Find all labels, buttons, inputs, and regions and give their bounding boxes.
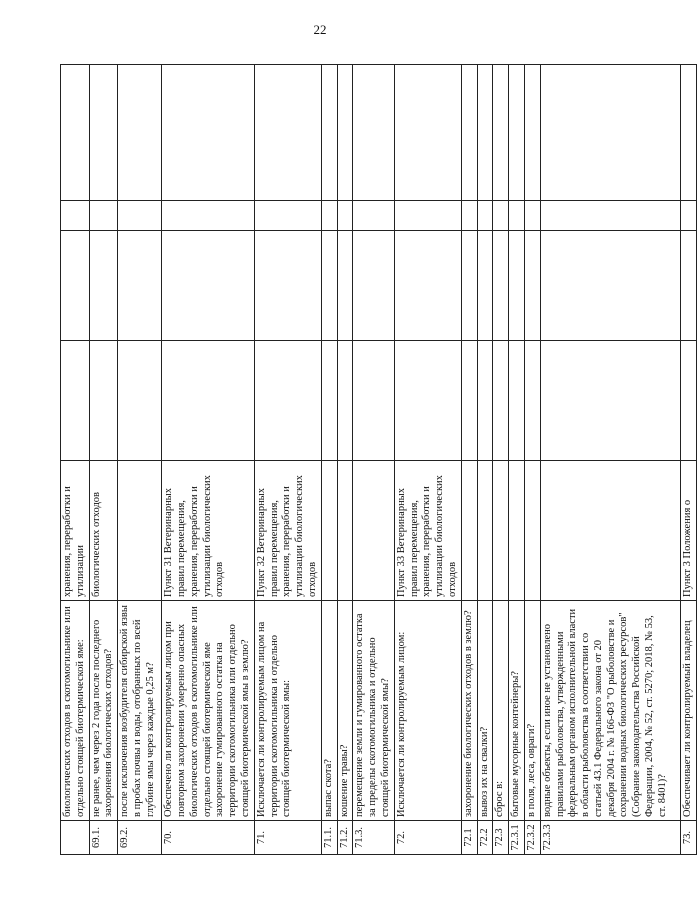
question-cell: перемещение земли и гумированного остатка за пределы скотомогильника и отдельно стоящей биотермической ямы? (353, 601, 394, 821)
table-row (61, 65, 90, 855)
answer-no-cell[interactable] (477, 231, 493, 341)
page-number: 22 (313, 22, 327, 37)
table-row (680, 65, 696, 855)
answer-yes-cell[interactable] (162, 341, 255, 461)
note-cell[interactable] (524, 65, 540, 201)
note-cell[interactable] (477, 65, 493, 201)
answer-yes-cell[interactable] (493, 341, 509, 461)
table-row (461, 65, 477, 855)
reference-cell (118, 461, 162, 601)
answer-na-cell[interactable] (61, 201, 90, 231)
row-number: 70. (162, 821, 255, 855)
answer-no-cell[interactable] (321, 231, 337, 341)
answer-yes-cell[interactable] (353, 341, 394, 461)
reference-cell (524, 461, 540, 601)
row-number: 72.3 (493, 821, 509, 855)
reference-cell (353, 461, 394, 601)
reference-cell: Пункт 31 Ветеринарных правил перемещения, хранения, переработки и утилизации биологических отходов (162, 461, 255, 601)
table-row (254, 65, 321, 855)
question-cell: бытовые мусорные контейнеры? (509, 601, 525, 821)
answer-no-cell[interactable] (61, 231, 90, 341)
answer-yes-cell[interactable] (321, 341, 337, 461)
answer-yes-cell[interactable] (61, 341, 90, 461)
note-cell[interactable] (89, 65, 118, 201)
answer-no-cell[interactable] (461, 231, 477, 341)
row-number: 72.3.2 (524, 821, 540, 855)
answer-no-cell[interactable] (493, 231, 509, 341)
answer-na-cell[interactable] (461, 201, 477, 231)
answer-yes-cell[interactable] (540, 341, 680, 461)
note-cell[interactable] (254, 65, 321, 201)
note-cell[interactable] (493, 65, 509, 201)
answer-yes-cell[interactable] (477, 341, 493, 461)
table-row (540, 65, 680, 855)
answer-yes-cell[interactable] (337, 341, 353, 461)
question-cell: Обеспечивает ли контролируемый владелец (680, 601, 696, 821)
answer-na-cell[interactable] (118, 201, 162, 231)
note-cell[interactable] (461, 65, 477, 201)
reference-cell: Пункт 32 Ветеринарных правил перемещения, хранения, переработки и утилизации биологических отходов (254, 461, 321, 601)
answer-yes-cell[interactable] (680, 341, 696, 461)
note-cell[interactable] (61, 65, 90, 201)
question-cell: Исключается ли контролируемым лицом на территории скотомогильника и отдельно стоящей биотермической ямы: (254, 601, 321, 821)
row-number: 72.3.3 (540, 821, 680, 855)
reference-cell (321, 461, 337, 601)
table-row (89, 65, 118, 855)
row-number: 71.1. (321, 821, 337, 855)
table-row (524, 65, 540, 855)
question-cell: не ранее, чем через 2 года после последнего захоронения биологических отходов? (89, 601, 118, 821)
reference-cell (540, 461, 680, 601)
answer-no-cell[interactable] (509, 231, 525, 341)
table-row (394, 65, 461, 855)
table-row (321, 65, 337, 855)
row-number: 69.1. (89, 821, 118, 855)
answer-na-cell[interactable] (321, 201, 337, 231)
answer-yes-cell[interactable] (118, 341, 162, 461)
question-cell: вывоз их на свалки? (477, 601, 493, 821)
answer-na-cell[interactable] (89, 201, 118, 231)
note-cell[interactable] (321, 65, 337, 201)
answer-na-cell[interactable] (493, 201, 509, 231)
table-row (493, 65, 509, 855)
question-cell: водные объекты, если иное не установлено правилами рыболовства, утвержденными федеральным органом исполнительной власти в области рыболовства в соответствии со статьей 43.1 Федерального закона от 20 декабря 2004 г. № 166-ФЗ "О рыболовстве и сохранении водных биологических ресурсов" (Собрание законодательства Российской Федерации, 2004, № 52, ст. 5270; 2018, № 53, ст. 8401)? (540, 601, 680, 821)
row-number (61, 821, 90, 855)
question-cell: выпас скота? (321, 601, 337, 821)
reference-cell: Пункт 3 Положения о (680, 461, 696, 601)
note-cell[interactable] (509, 65, 525, 201)
answer-na-cell[interactable] (680, 201, 696, 231)
rotated-table-container (60, 65, 693, 855)
note-cell[interactable] (353, 65, 394, 201)
question-cell: Обеспечено ли контролируемым лицом при повторном захоронении умеренно опасных биологических отходов в скотомогильнике или отдельно стоящей биотермической яме захоронение гумированного остатка на территории скотомогильника или отдельно стоящей биотермической ямы в землю? (162, 601, 255, 821)
reference-cell (509, 461, 525, 601)
table-row (118, 65, 162, 855)
reference-cell: хранения, переработки и утилизации (61, 461, 90, 601)
row-number: 71.3. (353, 821, 394, 855)
note-cell[interactable] (118, 65, 162, 201)
reference-cell (493, 461, 509, 601)
row-number: 71. (254, 821, 321, 855)
question-cell: Исключается ли контролируемым лицом: (394, 601, 461, 821)
answer-no-cell[interactable] (394, 231, 461, 341)
answer-na-cell[interactable] (540, 201, 680, 231)
answer-no-cell[interactable] (337, 231, 353, 341)
question-cell: в поля, леса, овраги? (524, 601, 540, 821)
answer-na-cell[interactable] (477, 201, 493, 231)
answer-na-cell[interactable] (254, 201, 321, 231)
answer-na-cell[interactable] (162, 201, 255, 231)
answer-na-cell[interactable] (524, 201, 540, 231)
table-row (477, 65, 493, 855)
table-row (353, 65, 394, 855)
reference-cell: биологических отходов (89, 461, 118, 601)
question-cell: после исключения возбудителя сибирской язвы в пробах почвы и воды, отобранных по всей глубине ямы через каждые 0,25 м? (118, 601, 162, 821)
question-cell: биологических отходов в скотомогильнике или отдельно стоящей биотермической яме: (61, 601, 90, 821)
table-row (337, 65, 353, 855)
note-cell[interactable] (394, 65, 461, 201)
table-row (509, 65, 525, 855)
reference-cell: Пункт 33 Ветеринарных правил перемещения, хранения, переработки и утилизации биологических отходов (394, 461, 461, 601)
reference-cell (461, 461, 477, 601)
answer-na-cell[interactable] (337, 201, 353, 231)
answer-no-cell[interactable] (162, 231, 255, 341)
answer-na-cell[interactable] (509, 201, 525, 231)
reference-cell (337, 461, 353, 601)
question-cell: сброс в: (493, 601, 509, 821)
answer-no-cell[interactable] (353, 231, 394, 341)
row-number: 72.1 (461, 821, 477, 855)
answer-na-cell[interactable] (353, 201, 394, 231)
answer-yes-cell[interactable] (89, 341, 118, 461)
answer-na-cell[interactable] (394, 201, 461, 231)
question-cell: кошение травы? (337, 601, 353, 821)
answer-yes-cell[interactable] (254, 341, 321, 461)
row-number: 73. (680, 821, 696, 855)
answer-no-cell[interactable] (89, 231, 118, 341)
note-cell[interactable] (337, 65, 353, 201)
table-row (162, 65, 255, 855)
answer-yes-cell[interactable] (524, 341, 540, 461)
reference-cell (477, 461, 493, 601)
note-cell[interactable] (680, 65, 696, 201)
answer-no-cell[interactable] (118, 231, 162, 341)
answer-yes-cell[interactable] (461, 341, 477, 461)
answer-no-cell[interactable] (524, 231, 540, 341)
row-number: 72. (394, 821, 461, 855)
answer-no-cell[interactable] (254, 231, 321, 341)
row-number: 72.3.1 (509, 821, 525, 855)
question-cell: захоронение биологических отходов в землю? (461, 601, 477, 821)
answer-no-cell[interactable] (540, 231, 680, 341)
row-number: 71.2. (337, 821, 353, 855)
checklist-table (60, 64, 697, 855)
answer-yes-cell[interactable] (394, 341, 461, 461)
answer-no-cell[interactable] (680, 231, 696, 341)
note-cell[interactable] (162, 65, 255, 201)
answer-yes-cell[interactable] (509, 341, 525, 461)
note-cell[interactable] (540, 65, 680, 201)
row-number: 72.2 (477, 821, 493, 855)
row-number: 69.2. (118, 821, 162, 855)
